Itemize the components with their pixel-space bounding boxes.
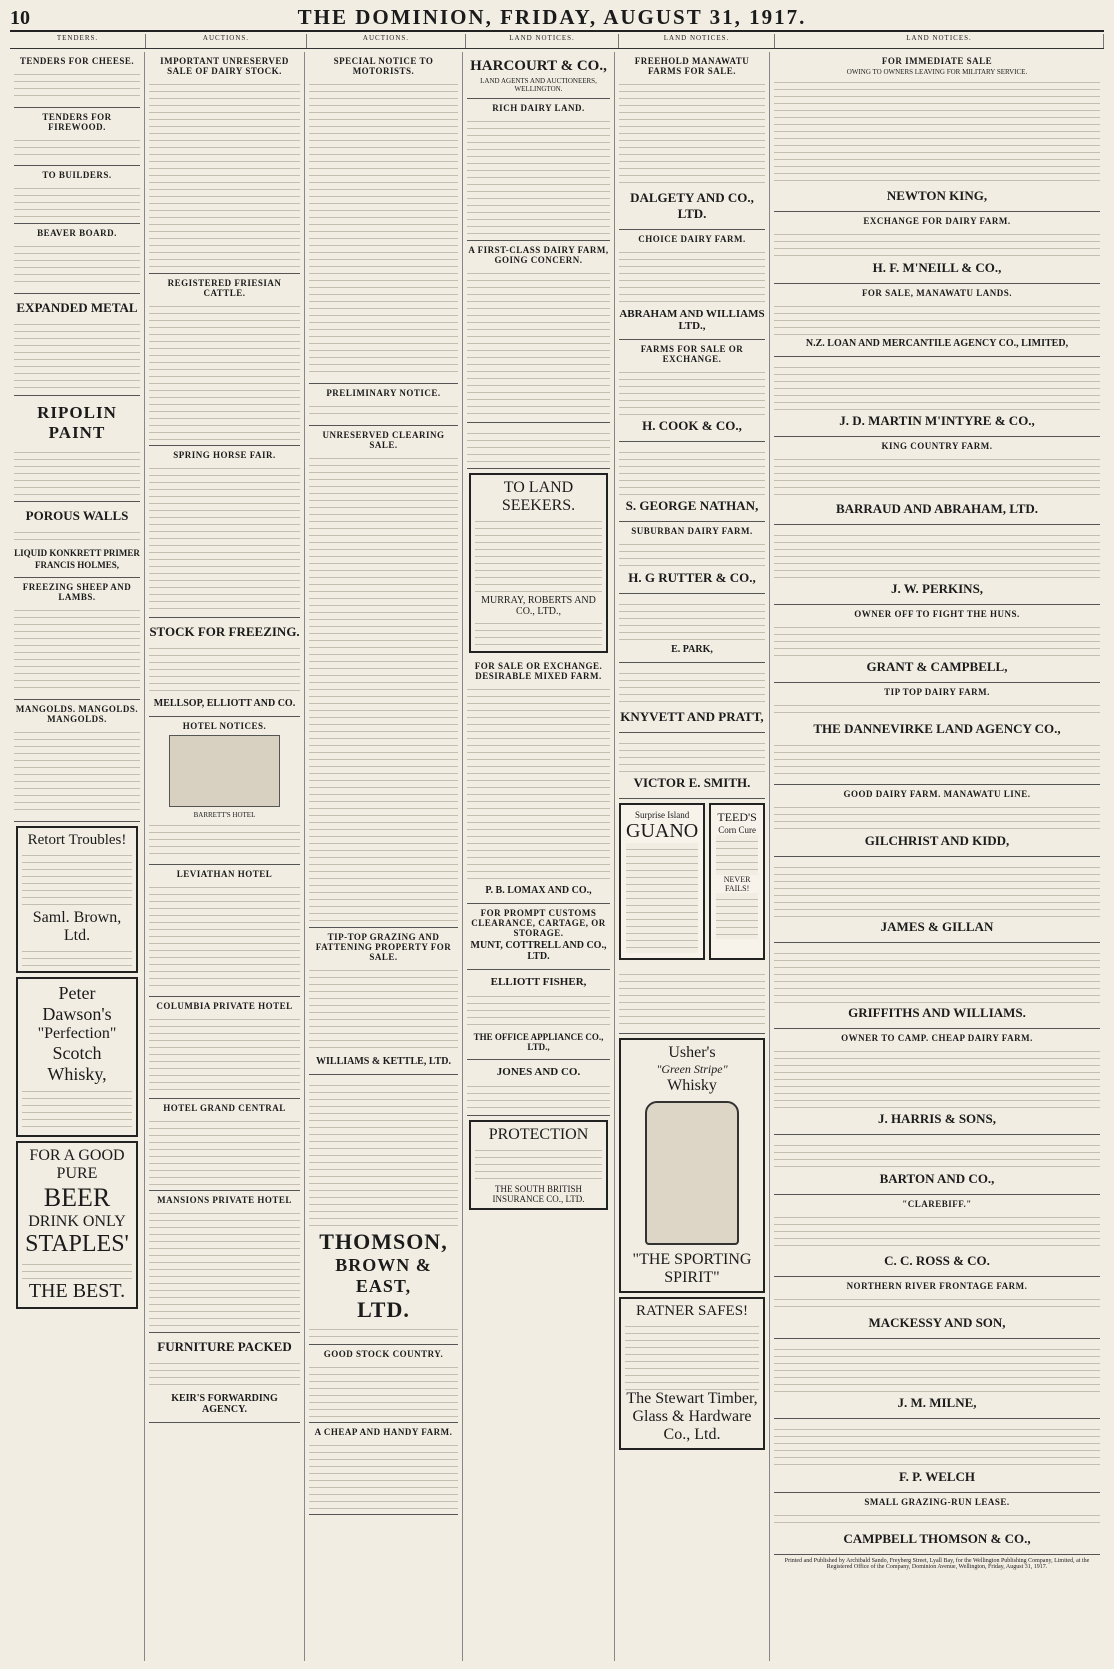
thomson-line: THOMSON, xyxy=(319,1229,448,1254)
lomax-headline: P. B. LOMAX AND CO., xyxy=(485,885,592,896)
ad-title: FREEHOLD MANAWATU FARMS FOR SALE. xyxy=(634,56,750,76)
land-seekers-ad xyxy=(469,473,608,653)
guano-ad xyxy=(619,803,705,960)
column-land-2 xyxy=(615,52,770,1661)
ad-title: BEAVER BOARD. xyxy=(37,228,117,238)
porous-headline: POROUS WALLS xyxy=(25,508,129,523)
ad-title: FOR PROMPT CUSTOMS CLEARANCE, CARTAGE, OR STORAGE. xyxy=(471,908,606,938)
murray-headline: MURRAY, ROBERTS AND CO., LTD., xyxy=(481,595,596,617)
ad-title: PRELIMINARY NOTICE. xyxy=(326,388,441,398)
south-british-headline: THE SOUTH BRITISH INSURANCE CO., LTD. xyxy=(492,1184,585,1204)
furniture-headline: FURNITURE PACKED xyxy=(157,1339,292,1354)
grant-headline: GRANT & CAMPBELL, xyxy=(866,659,1008,674)
abraham-headline: ABRAHAM AND WILLIAMS LTD., xyxy=(619,308,765,332)
retort-ad xyxy=(16,826,138,973)
dawson-line: Scotch xyxy=(52,1043,102,1063)
smith-headline: VICTOR E. SMITH. xyxy=(633,775,751,790)
ad-title: HOTEL GRAND CENTRAL xyxy=(163,1103,286,1113)
masthead xyxy=(10,4,1104,32)
ad-title: EXCHANGE FOR DAIRY FARM. xyxy=(863,216,1011,226)
campbell-headline: CAMPBELL THOMSON & CO., xyxy=(843,1531,1031,1546)
ad-title: NORTHERN RIVER FRONTAGE FARM. xyxy=(846,1281,1028,1291)
nathan-headline: S. GEORGE NATHAN, xyxy=(625,498,759,513)
column-tenders xyxy=(10,52,145,1661)
dalgety-headline: DALGETY AND CO., LTD. xyxy=(630,190,754,221)
usher-line: Whisky xyxy=(667,1077,717,1094)
ad-title: TIP-TOP GRAZING AND FATTENING PROPERTY FOR SALE. xyxy=(315,932,452,962)
ad-title: SPECIAL NOTICE TO MOTORISTS. xyxy=(333,56,434,76)
ratner-headline: RATNER SAFES! xyxy=(635,1303,749,1319)
beer-line: FOR A GOOD PURE xyxy=(29,1147,125,1182)
page-title: THE DOMINION, FRIDAY, AUGUST 31, 1917. xyxy=(297,5,807,29)
guano-line: Surprise Island xyxy=(634,810,690,820)
newton-headline: NEWTON KING, xyxy=(886,188,988,203)
williams-kettle: WILLIAMS & KETTLE, LTD. xyxy=(316,1056,451,1067)
teed-line: TEED'S xyxy=(717,810,757,824)
griffiths-headline: GRIFFITHS AND WILLIAMS. xyxy=(848,1005,1026,1020)
usher-line: "THE SPORTING SPIRIT" xyxy=(632,1251,752,1286)
ad-subtitle: OWING TO OWNERS LEAVING FOR MILITARY SERVICE. xyxy=(846,68,1028,76)
stewart-line: The Stewart Timber, Glass & Hardware Co., Ltd. xyxy=(626,1390,758,1443)
beer-line: DRINK ONLY xyxy=(28,1213,126,1230)
section-header: LAND NOTICES. xyxy=(466,34,619,48)
protection-ad xyxy=(469,1120,608,1210)
ad-title: KING COUNTRY FARM. xyxy=(881,441,993,451)
mcintyre-headline: J. D. MARTIN M'INTYRE & CO., xyxy=(839,413,1035,428)
ad-headline: EXPANDED METAL xyxy=(16,300,138,315)
ad-title: FOR SALE OR EXCHANGE. DESIRABLE MIXED FARM. xyxy=(474,661,603,681)
staples-ad xyxy=(16,1141,138,1309)
guano-teed-row xyxy=(619,803,765,960)
beer-line: BEER xyxy=(43,1183,111,1212)
keir-headline: KEIR'S FORWARDING AGENCY. xyxy=(171,1393,278,1415)
ad-title: COLUMBIA PRIVATE HOTEL xyxy=(156,1001,293,1011)
hotel-illustration xyxy=(169,735,280,807)
hotel-name: BARRETT'S HOTEL xyxy=(193,811,256,819)
usher-line: "Green Stripe" xyxy=(656,1062,728,1076)
ad-title: A FIRST-CLASS DAIRY FARM, GOING CONCERN. xyxy=(468,245,609,265)
column-auctions-2 xyxy=(305,52,463,1661)
harcourt-subline: LAND AGENTS AND AUCTIONEERS, WELLINGTON. xyxy=(480,77,597,93)
ad-title: TO BUILDERS. xyxy=(42,170,112,180)
ad-title: TIP TOP DAIRY FARM. xyxy=(884,687,990,697)
section-headers xyxy=(10,34,1104,49)
thomson-line: LTD. xyxy=(357,1297,410,1322)
welch-headline: F. P. WELCH xyxy=(898,1469,976,1484)
ad-title: SUBURBAN DAIRY FARM. xyxy=(631,526,753,536)
freezing-headline: STOCK FOR FREEZING. xyxy=(149,624,300,639)
teed-ad xyxy=(709,803,765,960)
ad-title: OWNER TO CAMP. CHEAP DAIRY FARM. xyxy=(841,1033,1033,1043)
ad-title: FREEZING SHEEP AND LAMBS. xyxy=(22,582,132,602)
barton-headline: BARTON AND CO., xyxy=(879,1171,995,1186)
ad-title: REGISTERED FRIESIAN CATTLE. xyxy=(167,278,282,298)
column-land-1 xyxy=(463,52,615,1661)
harcourt-headline: HARCOURT & CO., xyxy=(470,58,607,74)
ripolin-headline: RIPOLIN PAINT xyxy=(37,403,117,442)
mcneill-headline: H. F. M'NEILL & CO., xyxy=(872,260,1002,275)
ad-title: SMALL GRAZING-RUN LEASE. xyxy=(864,1497,1010,1507)
beer-line: STAPLES' xyxy=(25,1231,129,1257)
milne-headline: J. M. MILNE, xyxy=(897,1395,977,1410)
ad-title: HOTEL NOTICES. xyxy=(182,721,267,731)
ad-title: GOOD STOCK COUNTRY. xyxy=(323,1349,444,1359)
section-header: TENDERS. xyxy=(10,34,146,48)
ad-title: UNRESERVED CLEARING SALE. xyxy=(322,430,445,450)
perkins-headline: J. W. PERKINS, xyxy=(890,581,984,596)
ad-title: RICH DAIRY LAND. xyxy=(492,103,585,113)
page-number: 10 xyxy=(10,7,30,29)
jones-headline: JONES AND CO. xyxy=(496,1066,581,1078)
usher-line: Usher's xyxy=(668,1044,716,1061)
ross-headline: C. C. ROSS & CO. xyxy=(884,1253,990,1268)
ad-title: OWNER OFF TO FIGHT THE HUNS. xyxy=(854,609,1020,619)
dawson-line: Whisky, xyxy=(47,1064,107,1084)
ad-title: MANSIONS PRIVATE HOTEL xyxy=(157,1195,292,1205)
gillan-headline: JAMES & GILLAN xyxy=(880,919,994,934)
section-header: LAND NOTICES. xyxy=(775,34,1104,48)
ratner-ad xyxy=(619,1297,765,1450)
nzloan-headline: N.Z. LOAN AND MERCANTILE AGENCY CO., LIMITED, xyxy=(805,338,1069,349)
thomson-line: BROWN & EAST, xyxy=(335,1255,432,1296)
usher-ad xyxy=(619,1038,765,1293)
column-auctions-1 xyxy=(145,52,305,1661)
ad-title: GOOD DAIRY FARM. MANAWATU LINE. xyxy=(843,789,1031,799)
brown-headline: Saml. Brown, Ltd. xyxy=(32,909,122,944)
teed-line: NEVER FAILS! xyxy=(723,875,751,893)
konkrete-headline: LIQUID KONKRETT PRIMER xyxy=(14,548,140,558)
section-header: AUCTIONS. xyxy=(307,34,466,48)
office-headline: THE OFFICE APPLIANCE CO., LTD., xyxy=(473,1032,604,1052)
section-header: AUCTIONS. xyxy=(146,34,307,48)
whisky-bottle-illustration xyxy=(645,1101,739,1245)
ad-title: FOR IMMEDIATE SALE xyxy=(881,56,993,66)
harris-headline: J. HARRIS & SONS, xyxy=(877,1111,997,1126)
guano-line: GUANO xyxy=(626,820,699,842)
ad-title: IMPORTANT UNRESERVED SALE OF DAIRY STOCK. xyxy=(160,56,289,76)
teed-line: Corn Cure xyxy=(718,825,756,835)
dawson-line: Dawson's xyxy=(42,1004,112,1024)
ad-title: "CLAREBIFF." xyxy=(902,1199,972,1209)
gilchrist-headline: GILCHRIST AND KIDD, xyxy=(864,833,1010,848)
ad-title: MANGOLDS. MANGOLDS. MANGOLDS. xyxy=(15,704,139,724)
dawson-line: "Perfection" xyxy=(37,1025,117,1042)
ad-title: TENDERS FOR CHEESE. xyxy=(19,56,135,66)
dawson-ad xyxy=(16,977,138,1137)
ad-title: LEVIATHAN HOTEL xyxy=(176,869,273,879)
ad-title: FOR SALE, MANAWATU LANDS. xyxy=(861,288,1013,298)
mackessy-headline: MACKESSY AND SON, xyxy=(868,1315,1006,1330)
dannevirke-headline: THE DANNEVIRKE LAND AGENCY CO., xyxy=(813,721,1061,736)
park-headline: E. PARK, xyxy=(671,644,713,655)
cook-headline: H. COOK & CO., xyxy=(642,418,742,433)
imprint: Printed and Published by Archibald Sando, Freyberg Street, Lyall Bay, for the Wellington Publishing Company, Limited, at the Registered Office of the Company, Dominion Avenue, Wellington, Friday, August 31, 1917. xyxy=(784,1558,1090,1570)
ad-title: SPRING HORSE FAIR. xyxy=(173,450,276,460)
beer-line: THE BEST. xyxy=(28,1280,126,1302)
rutter-headline: H. G RUTTER & CO., xyxy=(628,570,756,585)
fisher-headline: ELLIOTT FISHER, xyxy=(490,976,587,988)
mellsop-headline: MELLSOP, ELLIOTT AND CO. xyxy=(153,698,296,709)
holmes-headline: FRANCIS HOLMES, xyxy=(34,560,119,570)
dawson-line: Peter xyxy=(58,983,96,1003)
section-header: LAND NOTICES. xyxy=(619,34,775,48)
retort-headline: Retort Troubles! xyxy=(27,832,127,848)
ad-title: A CHEAP AND HANDY FARM. xyxy=(314,1427,453,1437)
ad-title: CHOICE DAIRY FARM. xyxy=(638,234,746,244)
munt-headline: MUNT, COTTRELL AND CO., LTD. xyxy=(470,940,607,962)
barraud-headline: BARRAUD AND ABRAHAM, LTD. xyxy=(835,501,1039,516)
knyvett-headline: KNYVETT AND PRATT, xyxy=(620,709,764,724)
protection-headline: PROTECTION xyxy=(488,1126,589,1143)
column-land-3 xyxy=(770,52,1104,1661)
seekers-headline: TO LAND SEEKERS. xyxy=(501,479,576,514)
ad-title: TENDERS FOR FIREWOOD. xyxy=(42,112,112,132)
ad-title: FARMS FOR SALE OR EXCHANGE. xyxy=(640,344,744,364)
